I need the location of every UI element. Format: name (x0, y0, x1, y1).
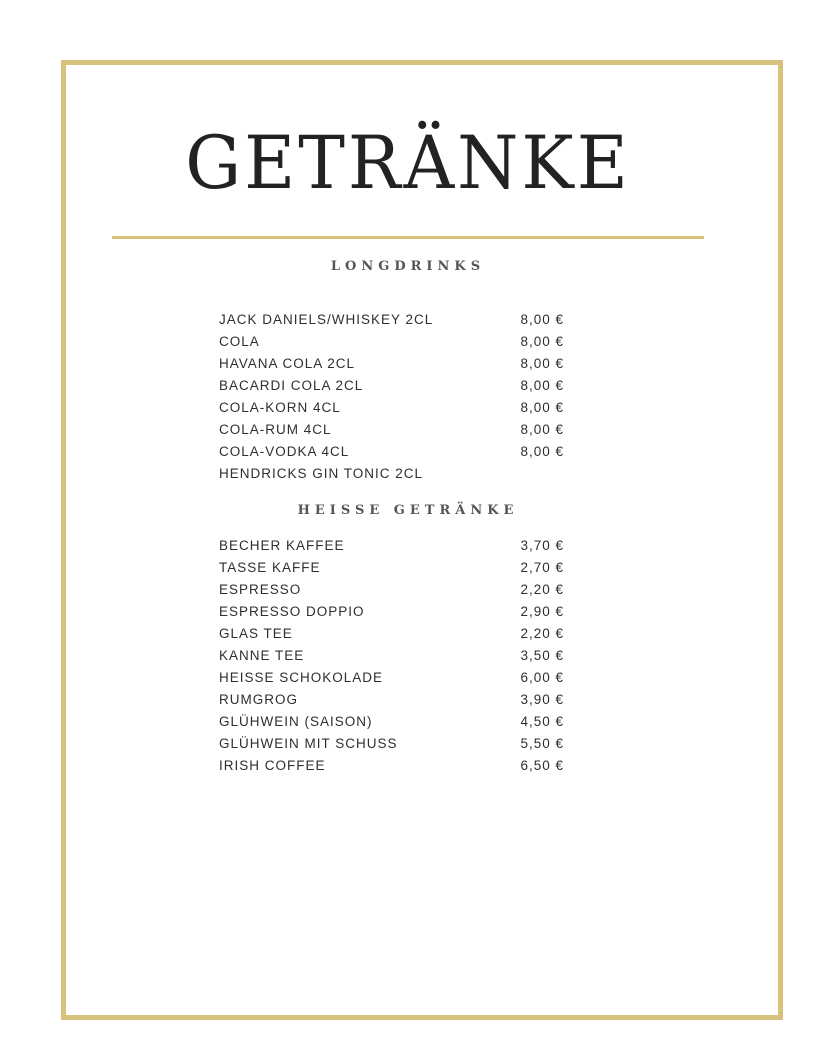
menu-item (219, 353, 564, 375)
menu-item-name: GLAS TEE (219, 626, 293, 641)
menu-item-name: JACK DANIELS/WHISKEY 2CL (219, 312, 434, 327)
menu-item-name: ESPRESSO (219, 582, 302, 597)
menu-item (219, 623, 564, 645)
menu-item (219, 711, 564, 733)
menu-item (219, 441, 564, 463)
menu-item-name: GLÜHWEIN (SAISON) (219, 714, 373, 729)
menu-item-price: 4,50 € (520, 714, 564, 729)
menu-item-name: KANNE TEE (219, 648, 305, 663)
menu-item (219, 733, 564, 755)
menu-item-price: 8,00 € (520, 400, 564, 415)
menu-item-name: COLA-RUM 4CL (219, 422, 332, 437)
menu-item-name: BECHER KAFFEE (219, 538, 345, 553)
menu-item-name: BACARDI COLA 2CL (219, 378, 364, 393)
menu-item-price: 3,90 € (520, 692, 564, 707)
heisse-getraenke-list (219, 535, 564, 777)
menu-item (219, 397, 564, 419)
menu-item-name: HEISSE SCHOKOLADE (219, 670, 384, 685)
menu-item-price: 5,50 € (520, 736, 564, 751)
menu-item-price: 8,00 € (520, 334, 564, 349)
menu-item-price: 6,50 € (520, 758, 564, 773)
menu-item (219, 557, 564, 579)
menu-item (219, 755, 564, 777)
menu-item-price: 8,00 € (520, 356, 564, 371)
menu-item-price: 8,00 € (520, 422, 564, 437)
menu-item-price: 8,00 € (520, 312, 564, 327)
menu-item-price: 2,90 € (520, 604, 564, 619)
menu-item (219, 645, 564, 667)
menu-item-name: COLA (219, 334, 260, 349)
longdrinks-list (219, 309, 564, 485)
menu-item-price: 6,00 € (520, 670, 564, 685)
menu-item (219, 463, 564, 485)
menu-item-name: RUMGROG (219, 692, 298, 707)
menu-item-price: 8,00 € (520, 378, 564, 393)
menu-item-price: 2,20 € (520, 626, 564, 641)
menu-item-price: 8,00 € (520, 444, 564, 459)
menu-item (219, 375, 564, 397)
menu-item-price: 3,50 € (520, 648, 564, 663)
menu-item (219, 331, 564, 353)
title-divider (112, 236, 704, 239)
menu-item (219, 667, 564, 689)
menu-item (219, 689, 564, 711)
menu-item-name: HENDRICKS GIN TONIC 2CL (219, 466, 424, 481)
menu-item (219, 535, 564, 557)
menu-item-price: 2,20 € (520, 582, 564, 597)
menu-item-name: COLA-VODKA 4CL (219, 444, 350, 459)
menu-item-name: HAVANA COLA 2CL (219, 356, 356, 371)
menu-item-name: IRISH COFFEE (219, 758, 326, 773)
menu-item (219, 309, 564, 331)
menu-item (219, 601, 564, 623)
menu-item (219, 419, 564, 441)
menu-item-name: TASSE KAFFE (219, 560, 321, 575)
menu-item-name: ESPRESSO DOPPIO (219, 604, 365, 619)
section-heading-heisse-getraenke: HEISSE GETRÄNKE (297, 503, 519, 518)
section-heading-longdrinks: LONGDRINKS (330, 259, 486, 274)
menu-item-name: GLÜHWEIN MIT SCHUSS (219, 736, 398, 751)
menu-item-price: 3,70 € (520, 538, 564, 553)
menu-title: GETRÄNKE (185, 119, 631, 207)
menu-item-name: COLA-KORN 4CL (219, 400, 341, 415)
menu-item (219, 579, 564, 601)
menu-item-price: 2,70 € (520, 560, 564, 575)
